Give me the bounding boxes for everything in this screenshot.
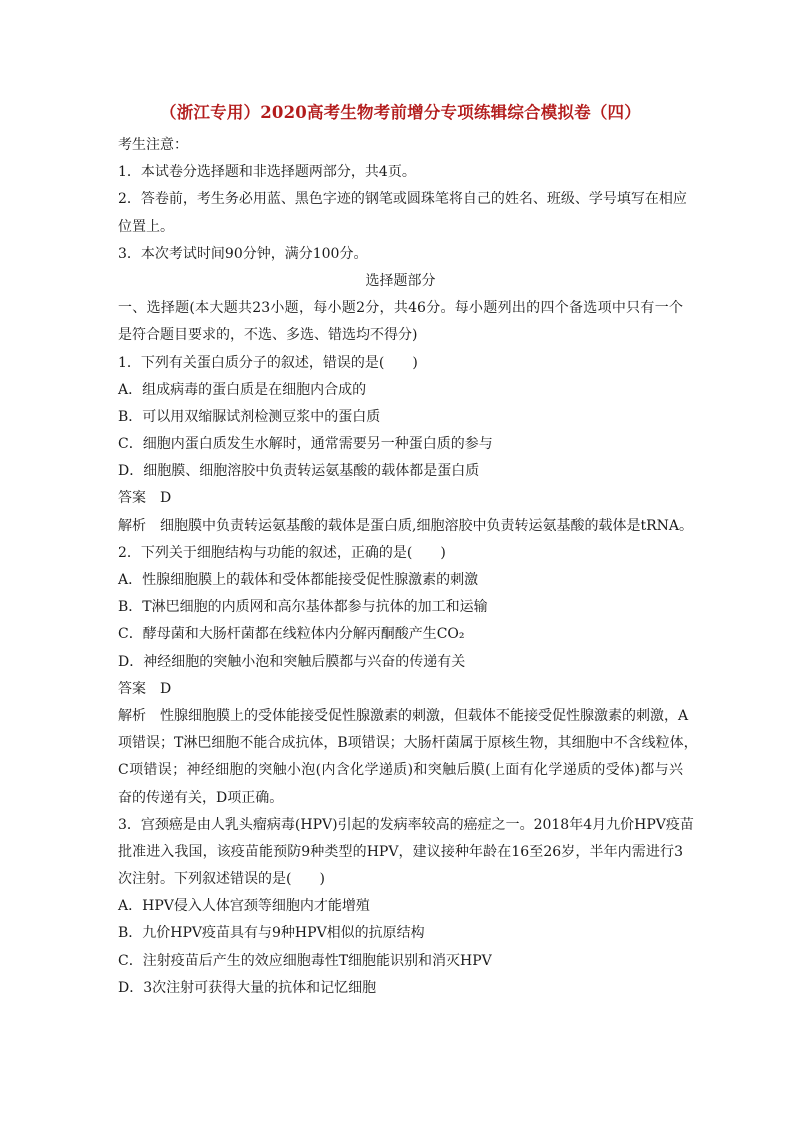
notice-item: 位置上。 — [118, 218, 174, 235]
question-2-analysis — [118, 703, 689, 730]
answer-value: D — [160, 680, 172, 697]
question-1-option-c: C．细胞内蛋白质发生水解时，通常需要另一种蛋白质的参与 — [118, 436, 493, 453]
document-title: （浙江专用）2020高考生物考前增分专项练辑综合模拟卷（四） — [160, 103, 641, 122]
question-3-stem: 次注射。下列叙述错误的是( ) — [118, 871, 325, 888]
question-3-option-d: D．3次注射可获得大量的抗体和记忆细胞 — [118, 979, 377, 996]
question-1-option-a: A．组成病毒的蛋白质是在细胞内合成的 — [118, 381, 367, 398]
question-2-answer — [118, 676, 683, 703]
question-3-stem: 批准进入我国，该疫苗能预防9种类型的HPV，建议接种年龄在16至26岁，半年内需进行3 — [118, 843, 683, 860]
notice-item: 2．答卷前，考生务必用蓝、黑色字迹的钢笔或圆珠笔将自己的姓名、班级、学号填写在相应 — [118, 191, 687, 208]
section-intro: 是符合题目要求的，不选、多选、错选均不得分) — [118, 327, 418, 344]
analysis-text: 细胞膜中负责转运氨基酸的载体是蛋白质,细胞溶胶中负责转运氨基酸的载体是tRNA。 — [160, 517, 693, 534]
analysis-label: 解析 — [118, 517, 146, 534]
question-3-option-b: B．九价HPV疫苗具有与9种HPV相似的抗原结构 — [118, 925, 425, 942]
document-page — [118, 100, 698, 1002]
question-1-stem: 1．下列有关蛋白质分子的叙述，错误的是( ) — [118, 354, 418, 371]
answer-value: D — [160, 490, 172, 507]
question-2-option-d: D．神经细胞的突触小泡和突触后膜都与兴奋的传递有关 — [118, 653, 466, 670]
question-2-option-c: C．酵母菌和大肠杆菌都在线粒体内分解丙酮酸产生CO₂ — [118, 626, 465, 643]
question-2-stem: 2．下列关于细胞结构与功能的叙述，正确的是( ) — [118, 544, 446, 561]
analysis-text: 性腺细胞膜上的受体能接受促性腺激素的刺激，但载体不能接受促性腺激素的刺激，A — [160, 707, 689, 724]
notice-item: 3．本次考试时间90分钟，满分100分。 — [118, 245, 368, 262]
question-3-stem: 3．宫颈癌是由人乳头瘤病毒(HPV)引起的发病率较高的癌症之一。2018年4月九价HPV疫苗 — [118, 816, 694, 833]
question-2-analysis-line: 奋的传递有关，D项正确。 — [118, 789, 284, 806]
question-1-option-d: D．细胞膜、细胞溶胶中负责转运氨基酸的载体都是蛋白质 — [118, 463, 480, 480]
section-title: 选择题部分 — [365, 272, 436, 289]
question-1-answer — [118, 485, 683, 512]
notice-heading: 考生注意： — [118, 137, 188, 153]
question-2-option-a: A．性腺细胞膜上的载体和受体都能接受促性腺激素的刺激 — [118, 572, 479, 588]
question-2-analysis-line: C项错误；神经细胞的突触小泡(内含化学递质)和突触后膜(上面有化学递质的受体)都与兴 — [118, 762, 683, 779]
question-2-analysis-line: 项错误；T淋巴细胞不能合成抗体，B项错误；大肠杆菌属于原核生物，其细胞中不含线粒体， — [118, 735, 698, 752]
question-2-option-b: B．T淋巴细胞的内质网和高尔基体都参与抗体的加工和运输 — [118, 599, 488, 616]
section-intro: 一、选择题(本大题共23小题，每小题2分，共46分。每小题列出的四个备选项中只有一个 — [118, 300, 683, 317]
question-3-option-c: C．注射疫苗后产生的效应细胞毒性T细胞能识别和消灭HPV — [118, 952, 492, 969]
answer-label: 答案 — [118, 680, 146, 697]
notice-item: 1．本试卷分选择题和非选择题两部分，共4页。 — [118, 164, 416, 181]
question-1-analysis — [118, 513, 693, 540]
answer-label: 答案 — [118, 490, 146, 507]
question-1-option-b: B．可以用双缩脲试剂检测豆浆中的蛋白质 — [118, 408, 381, 425]
question-3-option-a: A．HPV侵入人体宫颈等细胞内才能增殖 — [118, 898, 370, 915]
analysis-label: 解析 — [118, 707, 146, 724]
